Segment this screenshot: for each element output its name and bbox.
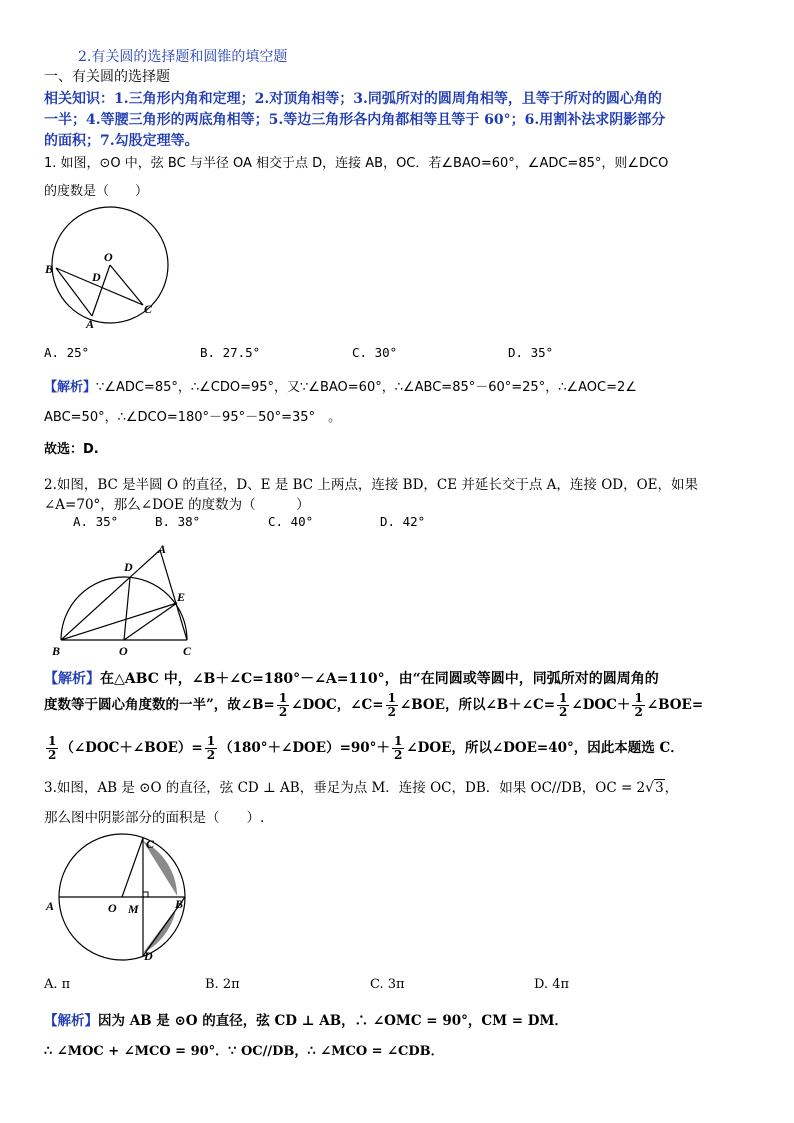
q2-analysis-seg-2b: ∠DOC，∠C= [291,697,384,713]
q2-label-o: O [119,644,128,658]
q2-analysis-seg-2e: ∠BOE= [646,697,704,713]
q2-analysis-line-2 [44,690,703,720]
fraction-half: $\frac{1}{2}$ [393,734,403,762]
page-title: 2.有关圆的选择题和圆锥的填空题 [78,49,288,65]
q1-label-d: D [92,270,101,284]
q1-circle-figure [40,205,180,335]
q3-analysis-tag: 【解析】 [44,1013,98,1029]
q1-label-o: O [104,250,113,264]
q3-analysis-line-1 [44,1009,568,1029]
q2-analysis-seg-2c: ∠BOE，所以∠B＋∠C= [399,697,556,713]
fraction-half: $\frac{1}{2}$ [387,691,396,719]
q3-label-c: C [146,837,155,851]
q3-label-o: O [108,901,117,915]
q3-option-d: D. 4π [534,977,570,992]
q2-option-a: A. 35° [73,514,119,529]
knowledge-line-3: 的面积；7.勾股定理等。 [44,133,199,149]
q1-analysis-line-2: ABC=50°，∴∠DCO=180°－95°－50°=35° 。 [44,410,342,425]
q3-text-seg-1b: ， [664,780,679,796]
q2-analysis-seg-3a: （∠DOC＋∠BOE）= [60,740,203,756]
q3-text-line-2: 那么图中阴影部分的面积是（ ）. [44,810,265,826]
q1-analysis-line-1 [44,376,637,395]
knowledge-line-1: 相关知识：1.三角形内角和定理；2.对顶角相等；3.同弧所对的圆周角相等，且等于所对的圆心角的 [44,91,662,107]
q2-analysis-text-1: 在△ABC 中，∠B＋∠C=180°－∠A=110°，由“在同圆或等圆中，同弧所对的圆周角的 [100,671,659,687]
q3-label-d: D [144,949,153,963]
q1-option-d: D. 35° [508,345,554,360]
q2-option-d: D. 42° [380,514,426,529]
fraction-half: $\frac{1}{2}$ [559,691,568,719]
q2-analysis-line-1 [44,668,659,688]
q2-analysis-seg-3b: （180°＋∠DOE）=90°＋ [219,740,390,756]
q1-label-c: C [144,302,153,316]
fraction-half: $\frac{1}{2}$ [206,734,216,762]
q2-option-c: C. 40° [268,514,314,529]
q2-text-line-2: ∠A=70°，那么∠DOE 的度数为（ ） [44,497,310,513]
section-heading: 一、有关圆的选择题 [44,69,170,85]
q1-answer: 故选：D. [44,442,99,457]
q3-circle-figure [40,832,200,964]
q2-semicircle-figure [48,538,208,658]
q1-analysis-text-1: ∵∠ADC=85°，∴∠CDO=95°，又∵∠BAO=60°，∴∠ABC=85°－60°=25°，∴∠AOC=2∠ [96,380,637,395]
q3-option-c: C. 3π [370,977,405,992]
q2-text-line-1: 2.如图，BC 是半圆 O 的直径，D、E 是 BC 上两点，连接 BD，CE 并延长交于点 A，连接 OD，OE，如果 [44,477,699,493]
knowledge-line-2: 一半；4.等腰三角形的两底角相等；5.等边三角形各内角都相等且等于 60°；6.用割补法求阴影部分 [44,112,666,128]
q3-option-a: A. π [44,977,71,992]
fraction-half: $\frac{1}{2}$ [278,691,288,719]
q3-label-b: B [175,897,184,911]
q2-option-b: B. 38° [155,514,201,529]
q1-option-c: C. 30° [352,345,398,360]
q2-label-e: E [177,590,186,604]
q1-option-b: B. 27.5° [200,345,261,360]
q2-analysis-line-3 [44,733,684,763]
q3-analysis-line-2: ∴ ∠MOC + ∠MCO = 90°．∵ OC//DB，∴ ∠MCO = ∠CDB． [44,1044,444,1059]
sqrt-value: 3 [655,780,664,796]
q2-analysis-seg-3c: ∠DOE，所以∠DOE=40°，因此本题选 C． [406,740,684,756]
sqrt-symbol: √ [645,780,655,796]
fraction-half: $\frac{1}{2}$ [48,734,57,762]
q2-label-b: B [52,644,61,658]
q3-option-b: B. 2π [205,977,240,992]
q2-analysis-seg-2d: ∠DOC＋ [571,697,631,713]
q2-analysis-tag: 【解析】 [44,671,100,687]
q3-text-line-1 [44,776,678,796]
q1-text-line-1: 1. 如图，⊙O 中，弦 BC 与半径 OA 相交于点 D，连接 AB，OC．若∠BAO=60°，∠ADC=85°，则∠DCO [44,156,669,171]
q3-label-a: A [46,899,55,913]
q1-analysis-tag: 【解析】 [44,380,97,395]
q2-label-c: C [183,644,192,658]
q1-text-line-2: 的度数是（ ） [44,184,149,199]
q3-analysis-text-1: 因为 AB 是 ⊙O 的直径，弦 CD ⊥ AB，∴ ∠OMC = 90°，CM = DM． [98,1013,568,1029]
q1-option-a: A. 25° [44,345,90,360]
q3-text-seg-1a: 3.如图，AB 是 ⊙O 的直径，弦 CD ⊥ AB，垂足为点 M．连接 OC，DB．如果 OC//DB，OC = 2 [44,780,646,796]
q2-label-d: D [124,560,133,574]
fraction-half: $\frac{1}{2}$ [634,691,643,719]
q1-label-a: A [86,317,95,331]
q3-label-m: M [128,902,139,916]
q2-label-a: A [158,542,167,556]
q1-label-b: B [45,262,54,276]
q2-analysis-seg-2a: 度数等于圆心角度数的一半”，故∠B= [44,697,275,713]
